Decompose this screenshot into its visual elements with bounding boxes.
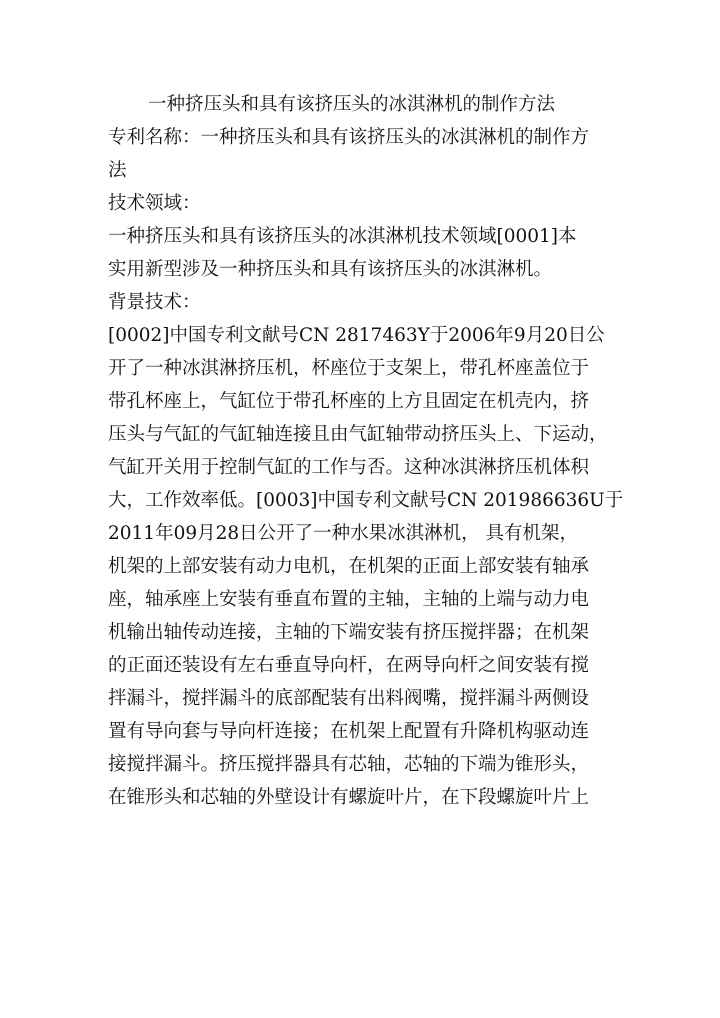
tech-field-line-2: 实用新型涉及一种挤压头和具有该挤压头的冰淇淋机。 [108, 259, 553, 280]
background-line-10: 机输出轴传动连接，主轴的下端安装有挤压搅拌器；在机架 [108, 622, 590, 643]
background-line-15: 在锥形头和芯轴的外壁设计有螺旋叶片，在下段螺旋叶片上 [108, 787, 590, 808]
background-line-13: 置有导向套与导向杆连接；在机架上配置有升降机构驱动连 [108, 721, 590, 742]
background-line-5: 气缸开关用于控制气缸的工作与否。这种冰淇淋挤压机体积 [108, 457, 590, 478]
background-line-7: 2011年09月28日公开了一种水果冰淇淋机， 具有机架， [108, 523, 579, 544]
tech-field-heading: 技术领域： [108, 193, 201, 214]
patent-name-line-1: 专利名称：一种挤压头和具有该挤压头的冰淇淋机的制作方 [108, 127, 590, 148]
background-heading: 背景技术： [108, 292, 201, 313]
document-title: 一种挤压头和具有该挤压头的冰淇淋机的制作方法 [148, 94, 556, 115]
background-line-9: 座，轴承座上安装有垂直布置的主轴，主轴的上端与动力电 [108, 589, 590, 610]
patent-name-line-2: 法 [108, 160, 127, 181]
background-line-12: 拌漏斗，搅拌漏斗的底部配装有出料阀嘴，搅拌漏斗两侧设 [108, 688, 590, 709]
background-paragraph [108, 319, 624, 814]
tech-field-line-1: 一种挤压头和具有该挤压头的冰淇淋机技术领域[0001]本 [108, 226, 577, 247]
background-line-14: 接搅拌漏斗。挤压搅拌器具有芯轴，芯轴的下端为锥形头， [108, 754, 590, 775]
document-page [108, 88, 624, 814]
background-line-3: 带孔杯座上，气缸位于带孔杯座的上方且固定在机壳内，挤 [108, 391, 590, 412]
background-line-11: 的正面还装设有左右垂直导向杆，在两导向杆之间安装有搅 [108, 655, 590, 676]
background-line-1: [0002]中国专利文献号CN 2817463Y于2006年9月20日公 [108, 325, 605, 346]
background-line-2: 开了一种冰淇淋挤压机，杯座位于支架上，带孔杯座盖位于 [108, 358, 590, 379]
background-line-8: 机架的上部安装有动力电机，在机架的正面上部安装有轴承 [108, 556, 590, 577]
background-line-4: 压头与气缸的气缸轴连接且由气缸轴带动挤压头上、下运动， [108, 424, 608, 445]
background-line-6: 大，工作效率低。[0003]中国专利文献号CN 201986636U于 [108, 490, 624, 511]
